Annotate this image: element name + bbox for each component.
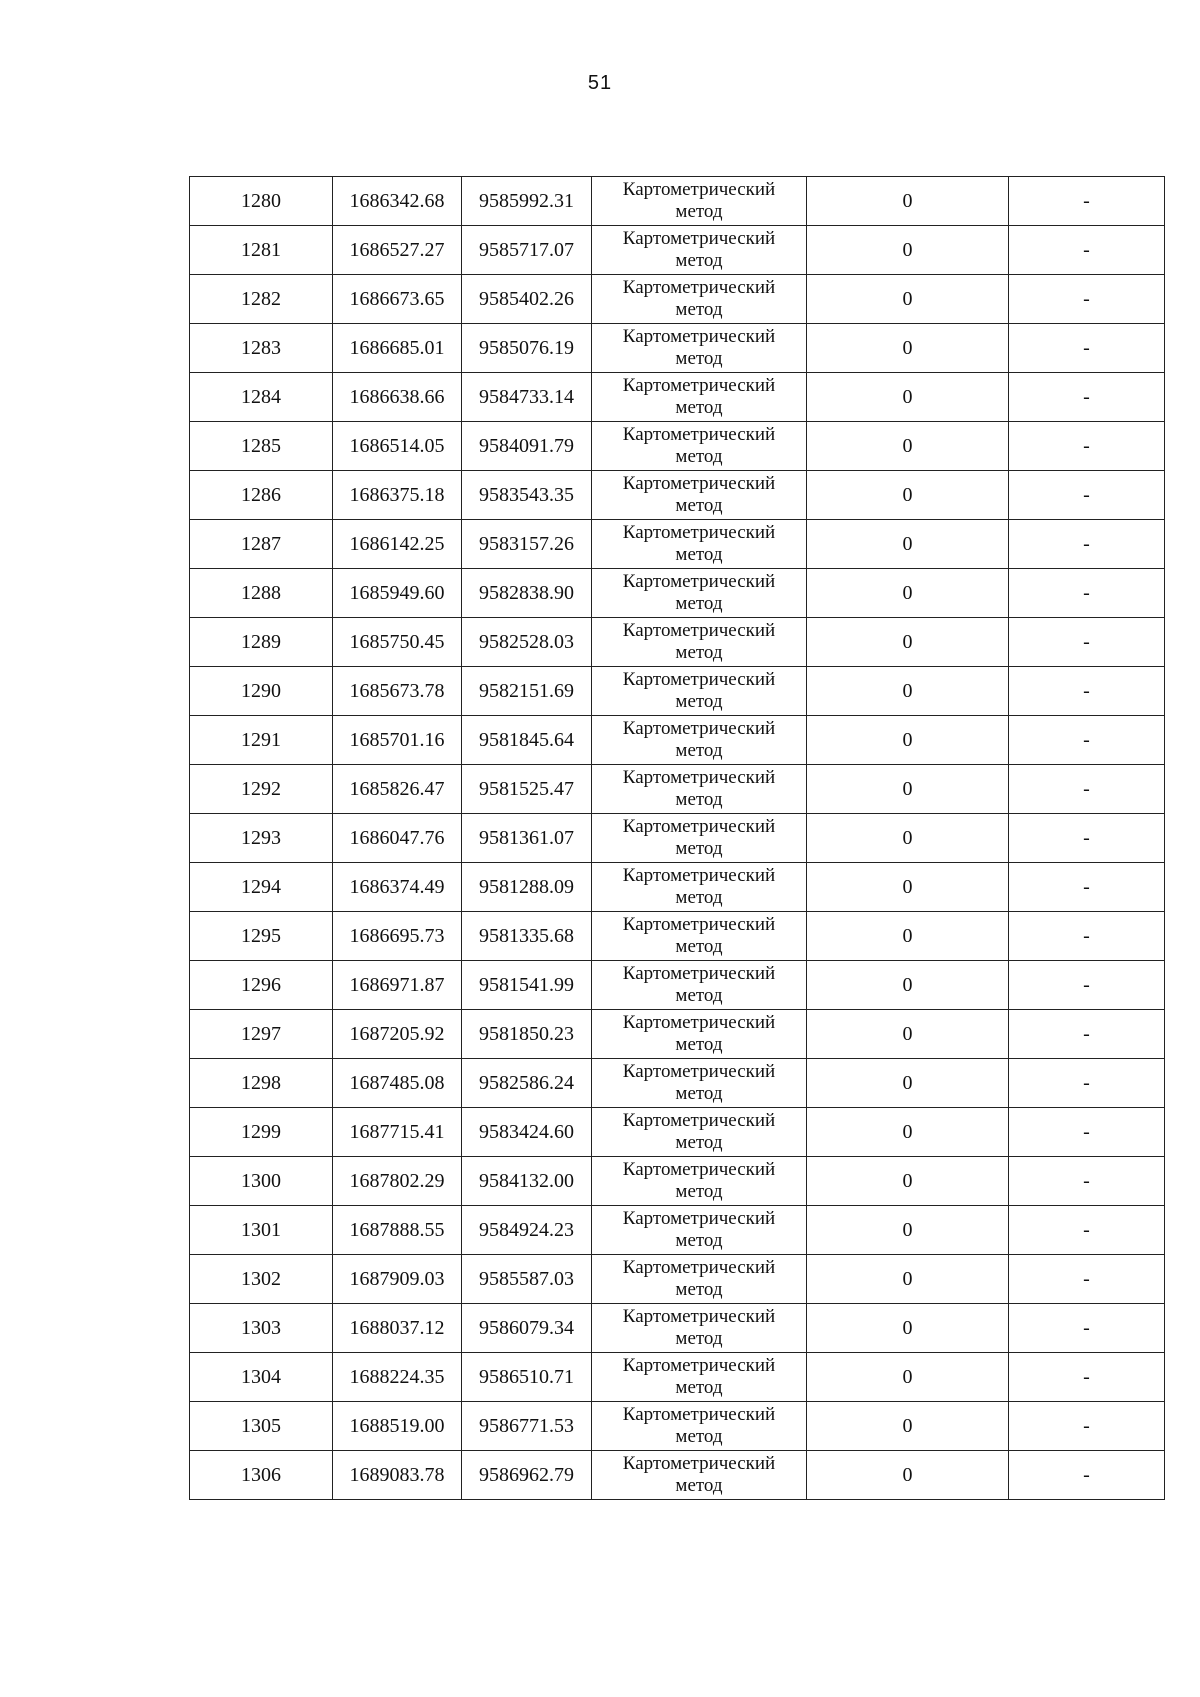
page-number: 51 xyxy=(587,72,613,94)
x-coordinate-cell: 1686047.76 xyxy=(333,814,462,863)
method-text-line1: Картометрический xyxy=(622,914,776,935)
table-row xyxy=(190,765,1165,814)
method-text-line1: Картометрический xyxy=(622,326,776,347)
table-row xyxy=(190,618,1165,667)
method-text-line2: метод xyxy=(675,1083,723,1104)
method-text-line1: Картометрический xyxy=(622,1257,776,1278)
method-text-line2: метод xyxy=(675,1034,723,1055)
x-coordinate-cell: 1686342.68 xyxy=(333,177,462,226)
x-coordinate-cell: 1686638.66 xyxy=(333,373,462,422)
method-text-line2: метод xyxy=(675,1181,723,1202)
method-cell xyxy=(592,324,807,373)
error-value-cell: 0 xyxy=(807,1157,1009,1206)
table-row xyxy=(190,1059,1165,1108)
method-cell xyxy=(592,961,807,1010)
x-coordinate-cell: 1685750.45 xyxy=(333,618,462,667)
x-coordinate-cell: 1685701.16 xyxy=(333,716,462,765)
method-text-line2: метод xyxy=(675,1426,723,1447)
y-coordinate-cell: 9582586.24 xyxy=(462,1059,592,1108)
table-body xyxy=(190,177,1165,1500)
y-coordinate-cell: 9585587.03 xyxy=(462,1255,592,1304)
note-cell: - xyxy=(1009,471,1165,520)
error-value-cell: 0 xyxy=(807,275,1009,324)
point-number-cell: 1286 xyxy=(190,471,333,520)
table-row xyxy=(190,912,1165,961)
y-coordinate-cell: 9583157.26 xyxy=(462,520,592,569)
method-text-line1: Картометрический xyxy=(622,522,776,543)
method-text-line1: Картометрический xyxy=(622,228,776,249)
method-cell xyxy=(592,226,807,275)
note-cell: - xyxy=(1009,226,1165,275)
method-text-line1: Картометрический xyxy=(622,1404,776,1425)
method-text-line1: Картометрический xyxy=(622,816,776,837)
method-cell xyxy=(592,667,807,716)
point-number-cell: 1291 xyxy=(190,716,333,765)
method-text-line1: Картометрический xyxy=(622,179,776,200)
x-coordinate-cell: 1687715.41 xyxy=(333,1108,462,1157)
note-cell: - xyxy=(1009,618,1165,667)
table-row xyxy=(190,373,1165,422)
table-row xyxy=(190,1255,1165,1304)
x-coordinate-cell: 1686142.25 xyxy=(333,520,462,569)
y-coordinate-cell: 9585402.26 xyxy=(462,275,592,324)
method-cell xyxy=(592,716,807,765)
note-cell: - xyxy=(1009,814,1165,863)
method-text-line2: метод xyxy=(675,740,723,761)
note-cell: - xyxy=(1009,324,1165,373)
y-coordinate-cell: 9581335.68 xyxy=(462,912,592,961)
method-text-line2: метод xyxy=(675,201,723,222)
y-coordinate-cell: 9582838.90 xyxy=(462,569,592,618)
x-coordinate-cell: 1689083.78 xyxy=(333,1451,462,1500)
method-cell xyxy=(592,1206,807,1255)
table-row xyxy=(190,1451,1165,1500)
table-row xyxy=(190,275,1165,324)
method-cell xyxy=(592,1108,807,1157)
point-number-cell: 1292 xyxy=(190,765,333,814)
table-row xyxy=(190,471,1165,520)
error-value-cell: 0 xyxy=(807,1451,1009,1500)
x-coordinate-cell: 1686971.87 xyxy=(333,961,462,1010)
y-coordinate-cell: 9584924.23 xyxy=(462,1206,592,1255)
x-coordinate-cell: 1686374.49 xyxy=(333,863,462,912)
x-coordinate-cell: 1688224.35 xyxy=(333,1353,462,1402)
point-number-cell: 1288 xyxy=(190,569,333,618)
x-coordinate-cell: 1687909.03 xyxy=(333,1255,462,1304)
note-cell: - xyxy=(1009,569,1165,618)
point-number-cell: 1295 xyxy=(190,912,333,961)
error-value-cell: 0 xyxy=(807,863,1009,912)
method-text-line2: метод xyxy=(675,789,723,810)
point-number-cell: 1293 xyxy=(190,814,333,863)
note-cell: - xyxy=(1009,1206,1165,1255)
point-number-cell: 1298 xyxy=(190,1059,333,1108)
method-text-line1: Картометрический xyxy=(622,424,776,445)
point-number-cell: 1300 xyxy=(190,1157,333,1206)
method-text-line2: метод xyxy=(675,1132,723,1153)
error-value-cell: 0 xyxy=(807,373,1009,422)
error-value-cell: 0 xyxy=(807,765,1009,814)
error-value-cell: 0 xyxy=(807,1304,1009,1353)
method-text-line2: метод xyxy=(675,446,723,467)
error-value-cell: 0 xyxy=(807,1010,1009,1059)
note-cell: - xyxy=(1009,667,1165,716)
table-row xyxy=(190,716,1165,765)
note-cell: - xyxy=(1009,1108,1165,1157)
y-coordinate-cell: 9583543.35 xyxy=(462,471,592,520)
table-row xyxy=(190,324,1165,373)
point-number-cell: 1303 xyxy=(190,1304,333,1353)
error-value-cell: 0 xyxy=(807,667,1009,716)
point-number-cell: 1283 xyxy=(190,324,333,373)
method-text-line1: Картометрический xyxy=(622,1159,776,1180)
x-coordinate-cell: 1685673.78 xyxy=(333,667,462,716)
method-text-line2: метод xyxy=(675,495,723,516)
note-cell: - xyxy=(1009,422,1165,471)
method-text-line2: метод xyxy=(675,1377,723,1398)
point-number-cell: 1299 xyxy=(190,1108,333,1157)
table-row xyxy=(190,863,1165,912)
method-text-line2: метод xyxy=(675,1328,723,1349)
method-cell xyxy=(592,1157,807,1206)
table-row xyxy=(190,1108,1165,1157)
table-row xyxy=(190,1010,1165,1059)
method-cell xyxy=(592,1255,807,1304)
note-cell: - xyxy=(1009,520,1165,569)
note-cell: - xyxy=(1009,1255,1165,1304)
table-row xyxy=(190,814,1165,863)
table-row xyxy=(190,667,1165,716)
error-value-cell: 0 xyxy=(807,1108,1009,1157)
method-text-line2: метод xyxy=(675,348,723,369)
error-value-cell: 0 xyxy=(807,1059,1009,1108)
table-row xyxy=(190,1402,1165,1451)
point-number-cell: 1296 xyxy=(190,961,333,1010)
point-number-cell: 1290 xyxy=(190,667,333,716)
table-row xyxy=(190,1353,1165,1402)
point-number-cell: 1280 xyxy=(190,177,333,226)
error-value-cell: 0 xyxy=(807,520,1009,569)
y-coordinate-cell: 9581541.99 xyxy=(462,961,592,1010)
method-text-line1: Картометрический xyxy=(622,473,776,494)
y-coordinate-cell: 9581288.09 xyxy=(462,863,592,912)
method-text-line1: Картометрический xyxy=(622,865,776,886)
note-cell: - xyxy=(1009,1010,1165,1059)
y-coordinate-cell: 9582151.69 xyxy=(462,667,592,716)
method-cell xyxy=(592,177,807,226)
method-cell xyxy=(592,863,807,912)
table-row xyxy=(190,569,1165,618)
method-text-line2: метод xyxy=(675,691,723,712)
table-row xyxy=(190,1206,1165,1255)
method-text-line2: метод xyxy=(675,299,723,320)
method-cell xyxy=(592,569,807,618)
point-number-cell: 1282 xyxy=(190,275,333,324)
point-number-cell: 1301 xyxy=(190,1206,333,1255)
method-cell xyxy=(592,422,807,471)
method-text-line1: Картометрический xyxy=(622,277,776,298)
method-text-line2: метод xyxy=(675,887,723,908)
method-cell xyxy=(592,912,807,961)
method-text-line1: Картометрический xyxy=(622,767,776,788)
method-cell xyxy=(592,471,807,520)
y-coordinate-cell: 9586510.71 xyxy=(462,1353,592,1402)
error-value-cell: 0 xyxy=(807,961,1009,1010)
point-number-cell: 1281 xyxy=(190,226,333,275)
note-cell: - xyxy=(1009,1402,1165,1451)
method-text-line2: метод xyxy=(675,1475,723,1496)
y-coordinate-cell: 9581845.64 xyxy=(462,716,592,765)
note-cell: - xyxy=(1009,1157,1165,1206)
x-coordinate-cell: 1687485.08 xyxy=(333,1059,462,1108)
method-cell xyxy=(592,1402,807,1451)
x-coordinate-cell: 1685826.47 xyxy=(333,765,462,814)
y-coordinate-cell: 9585717.07 xyxy=(462,226,592,275)
point-number-cell: 1306 xyxy=(190,1451,333,1500)
method-cell xyxy=(592,1304,807,1353)
y-coordinate-cell: 9586771.53 xyxy=(462,1402,592,1451)
x-coordinate-cell: 1687888.55 xyxy=(333,1206,462,1255)
y-coordinate-cell: 9584733.14 xyxy=(462,373,592,422)
note-cell: - xyxy=(1009,275,1165,324)
y-coordinate-cell: 9586079.34 xyxy=(462,1304,592,1353)
method-text-line1: Картометрический xyxy=(622,1355,776,1376)
error-value-cell: 0 xyxy=(807,324,1009,373)
x-coordinate-cell: 1687802.29 xyxy=(333,1157,462,1206)
error-value-cell: 0 xyxy=(807,177,1009,226)
method-cell xyxy=(592,618,807,667)
note-cell: - xyxy=(1009,1353,1165,1402)
error-value-cell: 0 xyxy=(807,1402,1009,1451)
note-cell: - xyxy=(1009,716,1165,765)
point-number-cell: 1294 xyxy=(190,863,333,912)
note-cell: - xyxy=(1009,765,1165,814)
method-cell xyxy=(592,1353,807,1402)
x-coordinate-cell: 1688519.00 xyxy=(333,1402,462,1451)
method-text-line1: Картометрический xyxy=(622,620,776,641)
y-coordinate-cell: 9585992.31 xyxy=(462,177,592,226)
method-cell xyxy=(592,814,807,863)
error-value-cell: 0 xyxy=(807,1353,1009,1402)
method-cell xyxy=(592,1010,807,1059)
x-coordinate-cell: 1686673.65 xyxy=(333,275,462,324)
table-row xyxy=(190,1304,1165,1353)
point-number-cell: 1297 xyxy=(190,1010,333,1059)
y-coordinate-cell: 9581361.07 xyxy=(462,814,592,863)
note-cell: - xyxy=(1009,1451,1165,1500)
table-row xyxy=(190,961,1165,1010)
point-number-cell: 1285 xyxy=(190,422,333,471)
method-text-line2: метод xyxy=(675,838,723,859)
method-text-line2: метод xyxy=(675,250,723,271)
method-text-line1: Картометрический xyxy=(622,1061,776,1082)
table-row xyxy=(190,520,1165,569)
method-cell xyxy=(592,765,807,814)
x-coordinate-cell: 1688037.12 xyxy=(333,1304,462,1353)
note-cell: - xyxy=(1009,961,1165,1010)
error-value-cell: 0 xyxy=(807,569,1009,618)
point-number-cell: 1284 xyxy=(190,373,333,422)
method-text-line2: метод xyxy=(675,936,723,957)
y-coordinate-cell: 9581525.47 xyxy=(462,765,592,814)
note-cell: - xyxy=(1009,1059,1165,1108)
point-number-cell: 1304 xyxy=(190,1353,333,1402)
method-text-line2: метод xyxy=(675,1230,723,1251)
error-value-cell: 0 xyxy=(807,226,1009,275)
y-coordinate-cell: 9583424.60 xyxy=(462,1108,592,1157)
method-text-line1: Картометрический xyxy=(622,1110,776,1131)
method-text-line1: Картометрический xyxy=(622,571,776,592)
method-cell xyxy=(592,1451,807,1500)
point-number-cell: 1287 xyxy=(190,520,333,569)
y-coordinate-cell: 9582528.03 xyxy=(462,618,592,667)
error-value-cell: 0 xyxy=(807,1206,1009,1255)
x-coordinate-cell: 1686375.18 xyxy=(333,471,462,520)
method-text-line2: метод xyxy=(675,985,723,1006)
table-row xyxy=(190,422,1165,471)
y-coordinate-cell: 9585076.19 xyxy=(462,324,592,373)
error-value-cell: 0 xyxy=(807,422,1009,471)
error-value-cell: 0 xyxy=(807,912,1009,961)
error-value-cell: 0 xyxy=(807,716,1009,765)
note-cell: - xyxy=(1009,373,1165,422)
method-text-line1: Картометрический xyxy=(622,669,776,690)
y-coordinate-cell: 9581850.23 xyxy=(462,1010,592,1059)
error-value-cell: 0 xyxy=(807,1255,1009,1304)
note-cell: - xyxy=(1009,912,1165,961)
x-coordinate-cell: 1686685.01 xyxy=(333,324,462,373)
method-text-line2: метод xyxy=(675,593,723,614)
table-row xyxy=(190,1157,1165,1206)
x-coordinate-cell: 1686527.27 xyxy=(333,226,462,275)
x-coordinate-cell: 1687205.92 xyxy=(333,1010,462,1059)
method-text-line1: Картометрический xyxy=(622,1012,776,1033)
point-number-cell: 1289 xyxy=(190,618,333,667)
method-text-line1: Картометрический xyxy=(622,1306,776,1327)
y-coordinate-cell: 9584132.00 xyxy=(462,1157,592,1206)
x-coordinate-cell: 1686514.05 xyxy=(333,422,462,471)
x-coordinate-cell: 1685949.60 xyxy=(333,569,462,618)
error-value-cell: 0 xyxy=(807,618,1009,667)
note-cell: - xyxy=(1009,177,1165,226)
note-cell: - xyxy=(1009,863,1165,912)
method-text-line1: Картометрический xyxy=(622,1453,776,1474)
point-number-cell: 1305 xyxy=(190,1402,333,1451)
method-text-line1: Картометрический xyxy=(622,1208,776,1229)
method-text-line2: метод xyxy=(675,544,723,565)
error-value-cell: 0 xyxy=(807,471,1009,520)
method-cell xyxy=(592,1059,807,1108)
method-cell xyxy=(592,275,807,324)
x-coordinate-cell: 1686695.73 xyxy=(333,912,462,961)
method-text-line2: метод xyxy=(675,1279,723,1300)
y-coordinate-cell: 9584091.79 xyxy=(462,422,592,471)
method-text-line1: Картометрический xyxy=(622,718,776,739)
y-coordinate-cell: 9586962.79 xyxy=(462,1451,592,1500)
coordinates-table xyxy=(189,176,1165,1500)
note-cell: - xyxy=(1009,1304,1165,1353)
method-cell xyxy=(592,373,807,422)
table-row xyxy=(190,226,1165,275)
method-text-line2: метод xyxy=(675,642,723,663)
point-number-cell: 1302 xyxy=(190,1255,333,1304)
method-text-line1: Картометрический xyxy=(622,375,776,396)
error-value-cell: 0 xyxy=(807,814,1009,863)
method-text-line2: метод xyxy=(675,397,723,418)
method-cell xyxy=(592,520,807,569)
method-text-line1: Картометрический xyxy=(622,963,776,984)
table-row xyxy=(190,177,1165,226)
